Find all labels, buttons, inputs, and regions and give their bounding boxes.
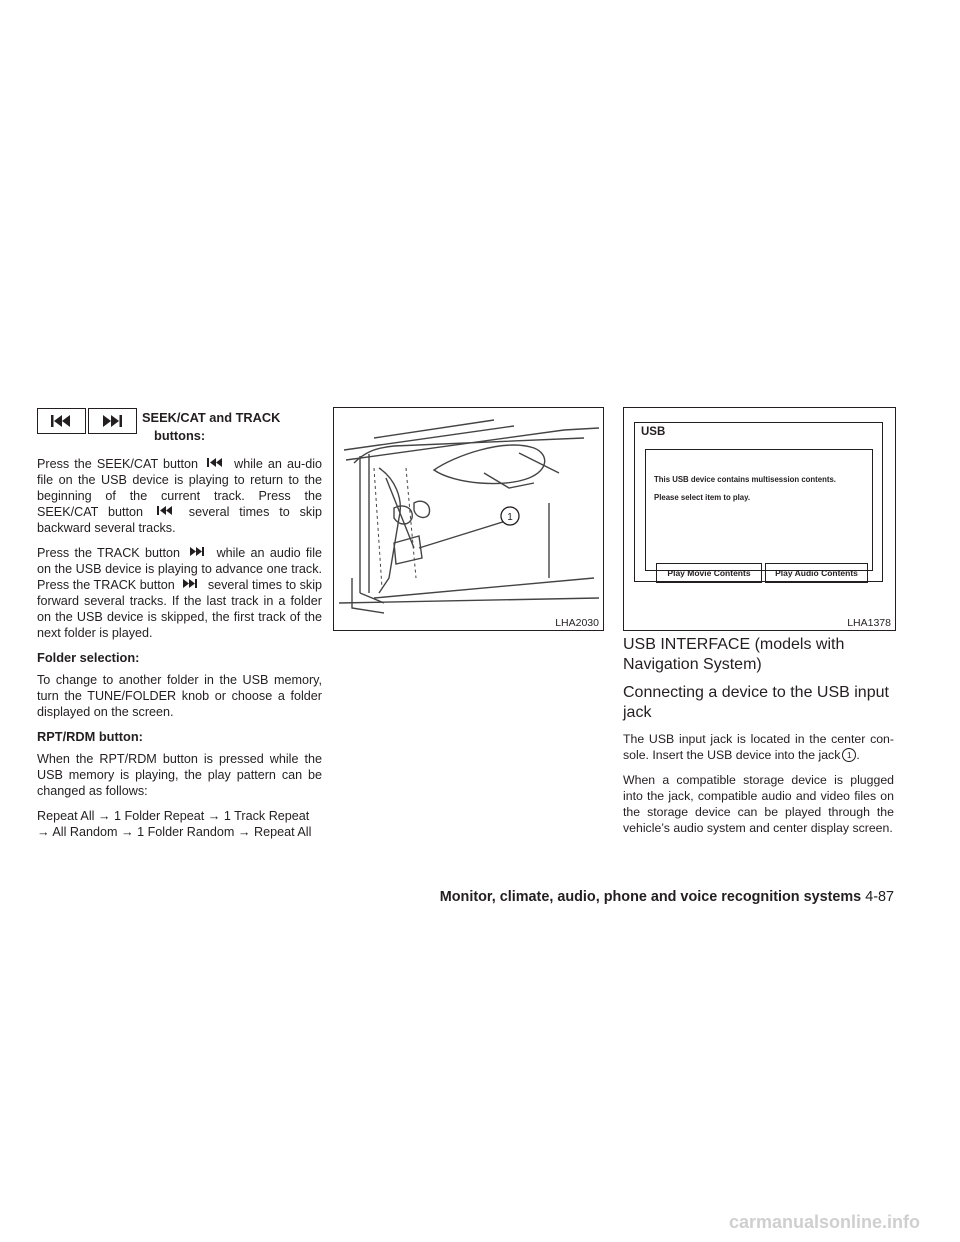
seek-track-heading-line2: buttons: (154, 428, 206, 443)
storage-paragraph: When a compatible storage device is plugged into the jack, compatible audio and video files on the storage device can be played through the vehicle’s audio system and center display screen. (623, 773, 894, 835)
skip-back-icon (155, 506, 177, 516)
usb-jack-line-drawing (334, 408, 603, 630)
skip-forward-icon (187, 547, 209, 557)
usb-jack-paragraph: The USB input jack is located in the center con-sole. Insert the USB device into the jack 1 . (623, 732, 894, 762)
usb-dialog (645, 449, 873, 571)
usb-jack-text: The USB input jack is located in the center con-sole. Insert the USB device into the jack (623, 732, 894, 762)
usb-screen-figure (623, 407, 896, 631)
seek-text-b: while an au-dio file on the USB device is playing to return to the beginning of the current track. Press the SEEK/CAT button (37, 457, 322, 519)
usb-message-line2: Please select item to play. (654, 493, 751, 502)
rpt-heading: RPT/RDM button: (37, 729, 143, 744)
skip-back-icon (38, 409, 85, 433)
track-text-c: several times to skip forward several tracks. If the last track in a folder on the USB device is skipped, the first track of the next folder is played. (37, 578, 322, 640)
play-movie-button[interactable]: Play Movie Contents (656, 563, 762, 583)
track-forward-icon-box (88, 408, 137, 434)
page-footer (440, 889, 894, 905)
callout-marker: 1 (842, 748, 856, 762)
skip-forward-icon (180, 579, 202, 589)
section-title: USB INTERFACE (models with Navigation System) (623, 636, 845, 673)
seek-text-a: Press the SEEK/CAT button (37, 457, 199, 471)
folder-heading: Folder selection: (37, 650, 140, 665)
skip-forward-icon (89, 409, 136, 433)
track-text-b: while an audio file on the USB device is playing to advance one track. Press the TRACK button (37, 546, 323, 592)
seek-track-heading (142, 409, 280, 445)
usb-screen (634, 422, 883, 582)
left-column (37, 456, 322, 849)
figure-code-right: LHA1378 (847, 617, 891, 629)
play-audio-button[interactable]: Play Audio Contents (765, 563, 868, 583)
folder-paragraph: To change to another folder in the USB memory, turn the TUNE/FOLDER knob or choose a folder displayed on the screen. (37, 673, 322, 719)
figure-code-left: LHA2030 (555, 617, 599, 629)
skip-back-icon (205, 458, 227, 468)
seek-paragraph (37, 456, 322, 536)
seek-track-heading-line1: SEEK/CAT and TRACK (142, 410, 281, 425)
subsection-title: Connecting a device to the USB input jack (623, 684, 889, 721)
rpt-sequence: Repeat All → 1 Folder Repeat → 1 Track Repeat → All Random → 1 Folder Random → Repeat All (37, 809, 312, 839)
callout-label: 1 (507, 512, 513, 523)
track-paragraph (37, 545, 322, 641)
usb-message-line1: This USB device contains multisession contents. (654, 475, 836, 484)
right-column (623, 635, 894, 845)
console-illustration (333, 407, 604, 631)
track-text-a: Press the TRACK button (37, 546, 180, 560)
right-body (623, 731, 894, 836)
seek-back-icon-box (37, 408, 86, 434)
seek-text-c: several times to skip backward several tracks. (37, 505, 323, 535)
page-number: 4-87 (865, 889, 894, 905)
watermark: carmanualsonline.info (728, 1212, 920, 1232)
rpt-paragraph: When the RPT/RDM button is pressed while the USB memory is playing, the play pattern can be changed as follows: (37, 752, 322, 798)
usb-screen-title: USB (641, 426, 666, 438)
chapter-title: Monitor, climate, audio, phone and voice recognition systems (439, 889, 862, 905)
